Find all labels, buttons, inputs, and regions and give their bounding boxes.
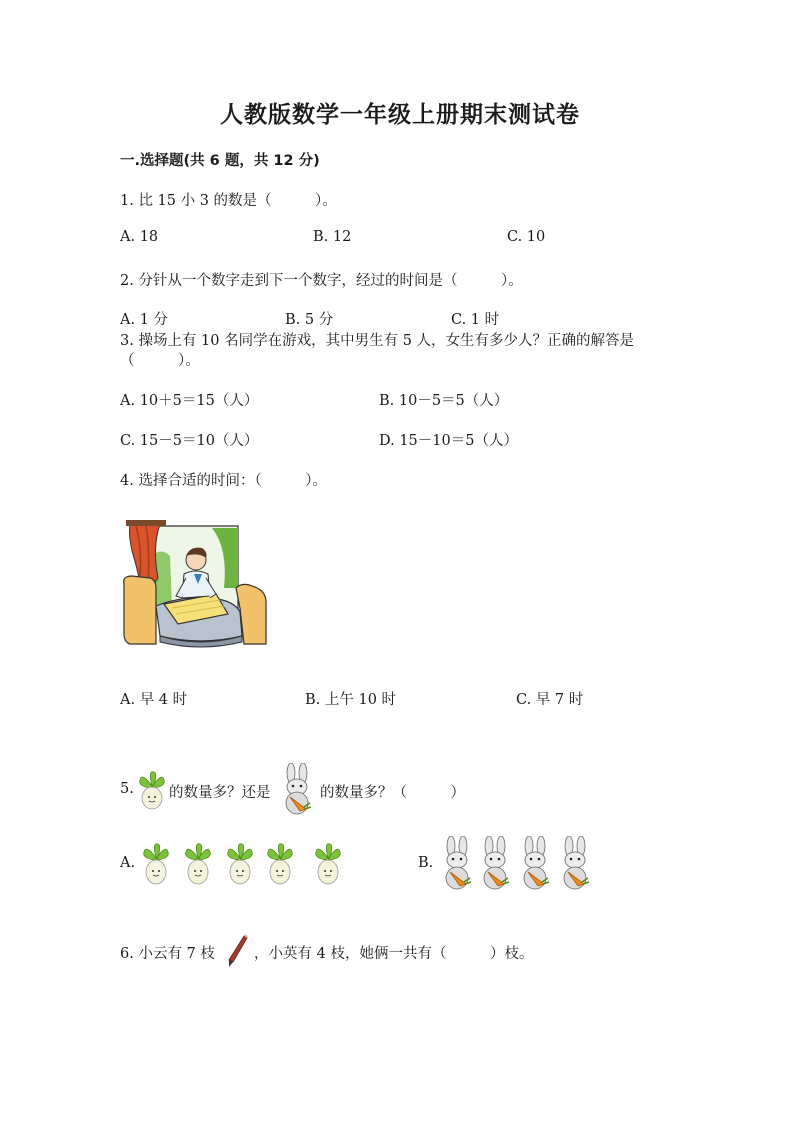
q5-option-a[interactable]: A.	[120, 855, 136, 871]
rabbit-icon	[436, 836, 596, 892]
pencil-icon	[225, 934, 249, 968]
q4-option-b[interactable]: B. 上午 10 时	[305, 692, 397, 708]
rabbit-row	[436, 836, 596, 896]
q4-option-c[interactable]: C. 早 7 时	[516, 692, 584, 708]
q1-option-c[interactable]: C. 10	[507, 229, 546, 245]
radish-icon	[136, 770, 168, 812]
question-3: 3. 操场上有 10 名同学在游戏，其中男生有 5 人，女生有多少人？正确的解答是	[120, 333, 635, 349]
q2-option-b[interactable]: B. 5 分	[285, 312, 334, 328]
radish-row	[140, 840, 350, 894]
question-3-cont: （ ）。	[120, 353, 200, 369]
q2-option-a[interactable]: A. 1 分	[120, 312, 169, 328]
q3-option-a[interactable]: A. 10＋5＝15（人）	[120, 393, 259, 409]
q1-option-b[interactable]: B. 12	[313, 229, 352, 245]
question-4: 4. 选择合适的时间：（ ）。	[120, 473, 327, 489]
q3-option-b[interactable]: B. 10－5＝5（人）	[379, 393, 509, 409]
question-5-number: 5.	[120, 781, 134, 797]
rabbit-icon	[278, 763, 316, 817]
q4-option-a[interactable]: A. 早 4 时	[120, 692, 188, 708]
question-2: 2. 分针从一个数字走到下一个数字，经过的时间是（ ）。	[120, 273, 523, 289]
q5-option-b[interactable]: B.	[418, 855, 434, 871]
radish-icon	[140, 840, 350, 890]
question-1: 1. 比 15 小 3 的数是（ ）。	[120, 193, 337, 209]
q3-option-d[interactable]: D. 15－10＝5（人）	[379, 433, 518, 449]
question-5-end: 的数量多？（ ）	[320, 785, 465, 801]
section-heading: 一.选择题(共 6 题，共 12 分)	[120, 153, 320, 169]
question-6-end: ，小英有 4 枝，她俩一共有（ ）枝。	[254, 946, 534, 962]
question-5-middle: 的数量多？还是	[169, 785, 271, 801]
q1-option-a[interactable]: A. 18	[120, 229, 159, 245]
q3-option-c[interactable]: C. 15－5＝10（人）	[120, 433, 259, 449]
question-6-start: 6. 小云有 7 枝	[120, 946, 215, 962]
q2-option-c[interactable]: C. 1 时	[451, 312, 500, 328]
boy-making-bed-illustration	[120, 518, 272, 650]
page-title: 人教版数学一年级上册期末测试卷	[220, 102, 580, 128]
